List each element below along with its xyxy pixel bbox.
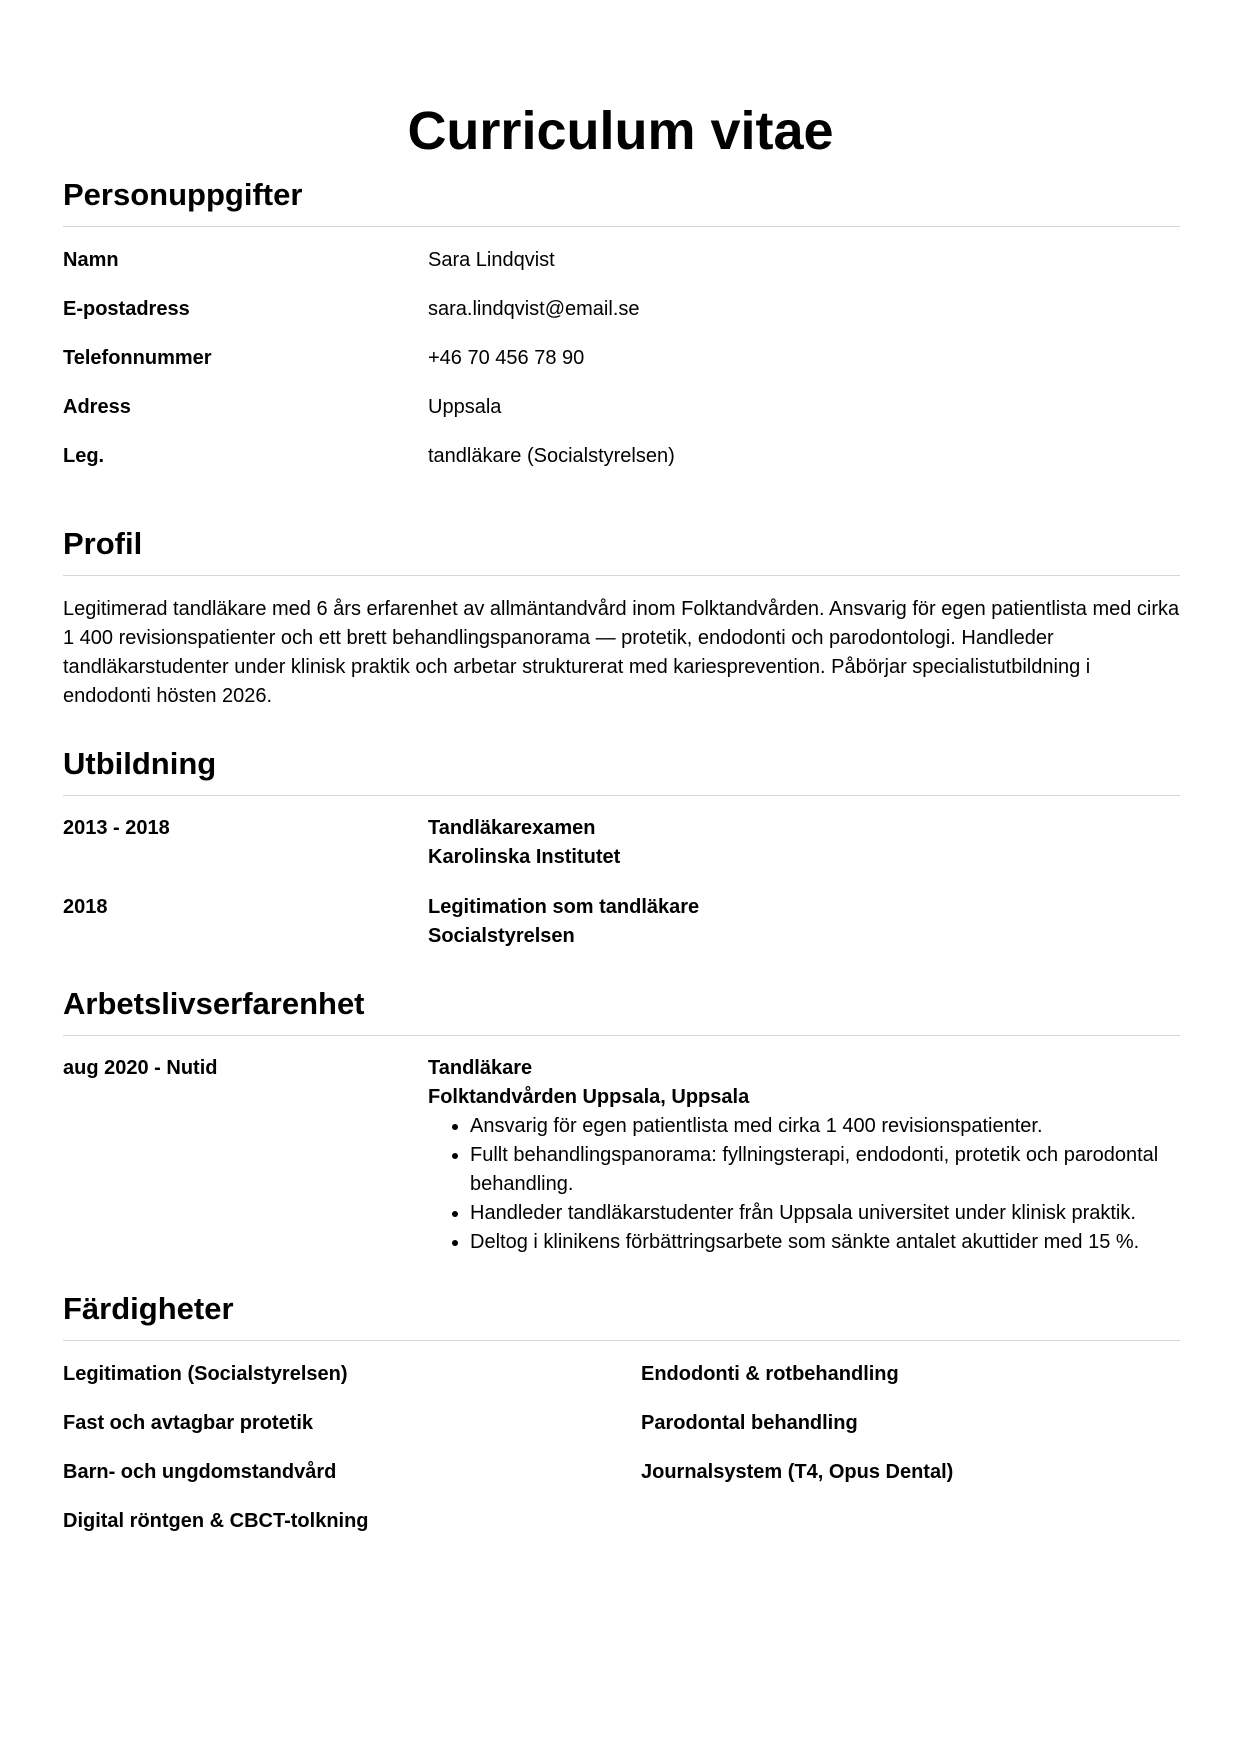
skill-item: Journalsystem (T4, Opus Dental) bbox=[641, 1461, 954, 1483]
field-value: sara.lindqvist@email.se bbox=[428, 298, 640, 320]
field-value: Sara Lindqvist bbox=[428, 249, 555, 271]
skill-item: Legitimation (Socialstyrelsen) bbox=[63, 1363, 348, 1385]
list-item: • Deltog i klinikens förbättringsarbete som sänkte antalet akuttider med 15 %. bbox=[470, 1228, 1180, 1257]
field-value: tandläkare (Socialstyrelsen) bbox=[428, 445, 675, 467]
field-label: Leg. bbox=[63, 445, 105, 467]
entry-date: aug 2020 - Nutid bbox=[63, 1057, 218, 1079]
section-heading-skills: Färdigheter bbox=[63, 1291, 234, 1326]
skill-item: Parodontal behandling bbox=[641, 1412, 858, 1434]
field-label: E-postadress bbox=[63, 298, 190, 320]
skills-section bbox=[63, 1290, 1180, 1532]
skill-item: Digital röntgen & CBCT-tolkning bbox=[63, 1510, 369, 1532]
section-heading-experience: Arbetslivserfarenhet bbox=[63, 986, 365, 1021]
field-label: Namn bbox=[63, 249, 119, 271]
education-section bbox=[63, 745, 1180, 951]
entry-organization: Karolinska Institutet bbox=[428, 846, 621, 868]
personal-row-address bbox=[63, 394, 1180, 443]
list-item: • Fullt behandlingspanorama: fyllningsterapi, endodonti, protetik och parodontal behandling. bbox=[470, 1141, 1180, 1199]
document-title: Curriculum vitae bbox=[407, 101, 834, 162]
responsibilities-list bbox=[428, 1112, 1180, 1257]
list-item: • Ansvarig för egen patientlista med cirka 1 400 revisionspatienter. bbox=[470, 1112, 1180, 1141]
experience-section bbox=[63, 985, 1180, 1257]
entry-date: 2018 bbox=[63, 896, 108, 918]
personal-row-phone bbox=[63, 345, 1180, 394]
section-divider bbox=[63, 1340, 1180, 1341]
entry-title: Tandläkare bbox=[428, 1057, 533, 1079]
profile-section bbox=[63, 525, 1180, 711]
personal-row-license bbox=[63, 443, 1180, 492]
field-value: +46 70 456 78 90 bbox=[428, 347, 585, 369]
skill-item: Endodonti & rotbehandling bbox=[641, 1363, 899, 1385]
section-heading-profile: Profil bbox=[63, 526, 143, 561]
experience-entry bbox=[63, 1054, 1180, 1257]
list-item: • Handleder tandläkarstudenter från Uppsala universitet under klinisk praktik. bbox=[470, 1199, 1180, 1228]
entry-organization: Folktandvården Uppsala, Uppsala bbox=[428, 1086, 750, 1108]
personal-section bbox=[63, 176, 1180, 492]
skill-item: Fast och avtagbar protetik bbox=[63, 1412, 314, 1434]
entry-title: Legitimation som tandläkare bbox=[428, 896, 700, 918]
entry-organization: Socialstyrelsen bbox=[428, 925, 575, 947]
field-label: Adress bbox=[63, 396, 131, 418]
section-heading-personal: Personuppgifter bbox=[63, 177, 303, 212]
entry-title: Tandläkarexamen bbox=[428, 817, 596, 839]
field-value: Uppsala bbox=[428, 396, 502, 418]
section-heading-education: Utbildning bbox=[63, 746, 217, 781]
personal-row-name bbox=[63, 247, 1180, 296]
profile-text: Legitimerad tandläkare med 6 års erfarenhet av allmäntandvård inom Folktandvården. Ansvarig för egen patientlista med cirka 1 400 revisionspatienter och ett brett behandlingspanorama — protetik, endodonti och parodontologi. Handleder tandläkarstudenter under klinisk praktik och arbetar strukturerat med kariesprevention. Påbörjar specialistutbildning i endodonti hösten 2026. bbox=[63, 598, 1180, 707]
education-entry bbox=[63, 893, 1180, 951]
personal-row-email bbox=[63, 296, 1180, 345]
entry-date: 2013 - 2018 bbox=[63, 817, 170, 839]
field-label: Telefonnummer bbox=[63, 347, 212, 369]
skill-item: Barn- och ungdomstandvård bbox=[63, 1461, 337, 1483]
education-entry bbox=[63, 814, 1180, 893]
